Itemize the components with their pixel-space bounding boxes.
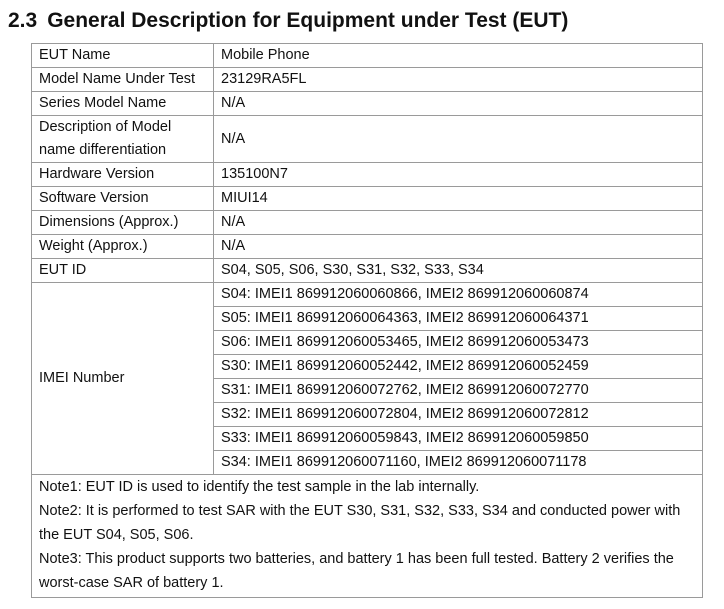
row-value: N/A <box>214 211 703 235</box>
table-row <box>32 68 703 92</box>
row-label-line: name differentiation <box>39 142 167 158</box>
imei-label: IMEI Number <box>32 283 214 475</box>
imei-entry: S06: IMEI1 869912060053465, IMEI2 869912060053473 <box>214 331 703 355</box>
note-1: Note1: EUT ID is used to identify the test sample in the lab internally. <box>39 479 480 495</box>
eut-description-table <box>31 43 703 598</box>
row-label: Model Name Under Test <box>32 68 214 92</box>
row-value: N/A <box>214 92 703 116</box>
table-row <box>32 92 703 116</box>
imei-entry: S33: IMEI1 869912060059843, IMEI2 869912060059850 <box>214 427 703 451</box>
table-row <box>32 163 703 187</box>
row-label: EUT ID <box>32 259 214 283</box>
row-label: Software Version <box>32 187 214 211</box>
imei-entry: S31: IMEI1 869912060072762, IMEI2 869912060072770 <box>214 379 703 403</box>
section-heading <box>8 7 568 35</box>
note-2: Note2: It is performed to test SAR with the EUT S30, S31, S32, S33, S34 and conducted power with the EUT S04, S05, S06. <box>39 503 681 543</box>
section-number: 2.3 <box>8 9 38 32</box>
row-label: Weight (Approx.) <box>32 235 214 259</box>
row-value: S04, S05, S06, S30, S31, S32, S33, S34 <box>214 259 703 283</box>
table-row <box>32 116 703 163</box>
row-value: 135100N7 <box>214 163 703 187</box>
imei-entry: S05: IMEI1 869912060064363, IMEI2 869912060064371 <box>214 307 703 331</box>
note-3: Note3: This product supports two batteries, and battery 1 has been full tested. Battery 2 verifies the worst-case SAR of battery 1. <box>39 551 674 591</box>
row-label: Series Model Name <box>32 92 214 116</box>
table-row <box>32 259 703 283</box>
row-label <box>32 116 214 163</box>
row-value: Mobile Phone <box>214 44 703 68</box>
table-row <box>32 44 703 68</box>
notes-row <box>32 475 703 598</box>
row-value: N/A <box>214 235 703 259</box>
row-value: N/A <box>214 116 703 163</box>
notes-cell <box>32 475 703 598</box>
row-label: Hardware Version <box>32 163 214 187</box>
section-title: General Description for Equipment under Test (EUT) <box>47 9 569 32</box>
table-row <box>32 235 703 259</box>
table-row <box>32 283 703 307</box>
row-label-line: Description of Model <box>39 119 172 135</box>
table-row <box>32 211 703 235</box>
imei-entry: S34: IMEI1 869912060071160, IMEI2 869912060071178 <box>214 451 703 475</box>
row-value: 23129RA5FL <box>214 68 703 92</box>
imei-entry: S04: IMEI1 869912060060866, IMEI2 869912060060874 <box>214 283 703 307</box>
row-label: Dimensions (Approx.) <box>32 211 214 235</box>
row-value: MIUI14 <box>214 187 703 211</box>
row-label: EUT Name <box>32 44 214 68</box>
table-row <box>32 187 703 211</box>
imei-entry: S32: IMEI1 869912060072804, IMEI2 869912060072812 <box>214 403 703 427</box>
imei-entry: S30: IMEI1 869912060052442, IMEI2 869912060052459 <box>214 355 703 379</box>
